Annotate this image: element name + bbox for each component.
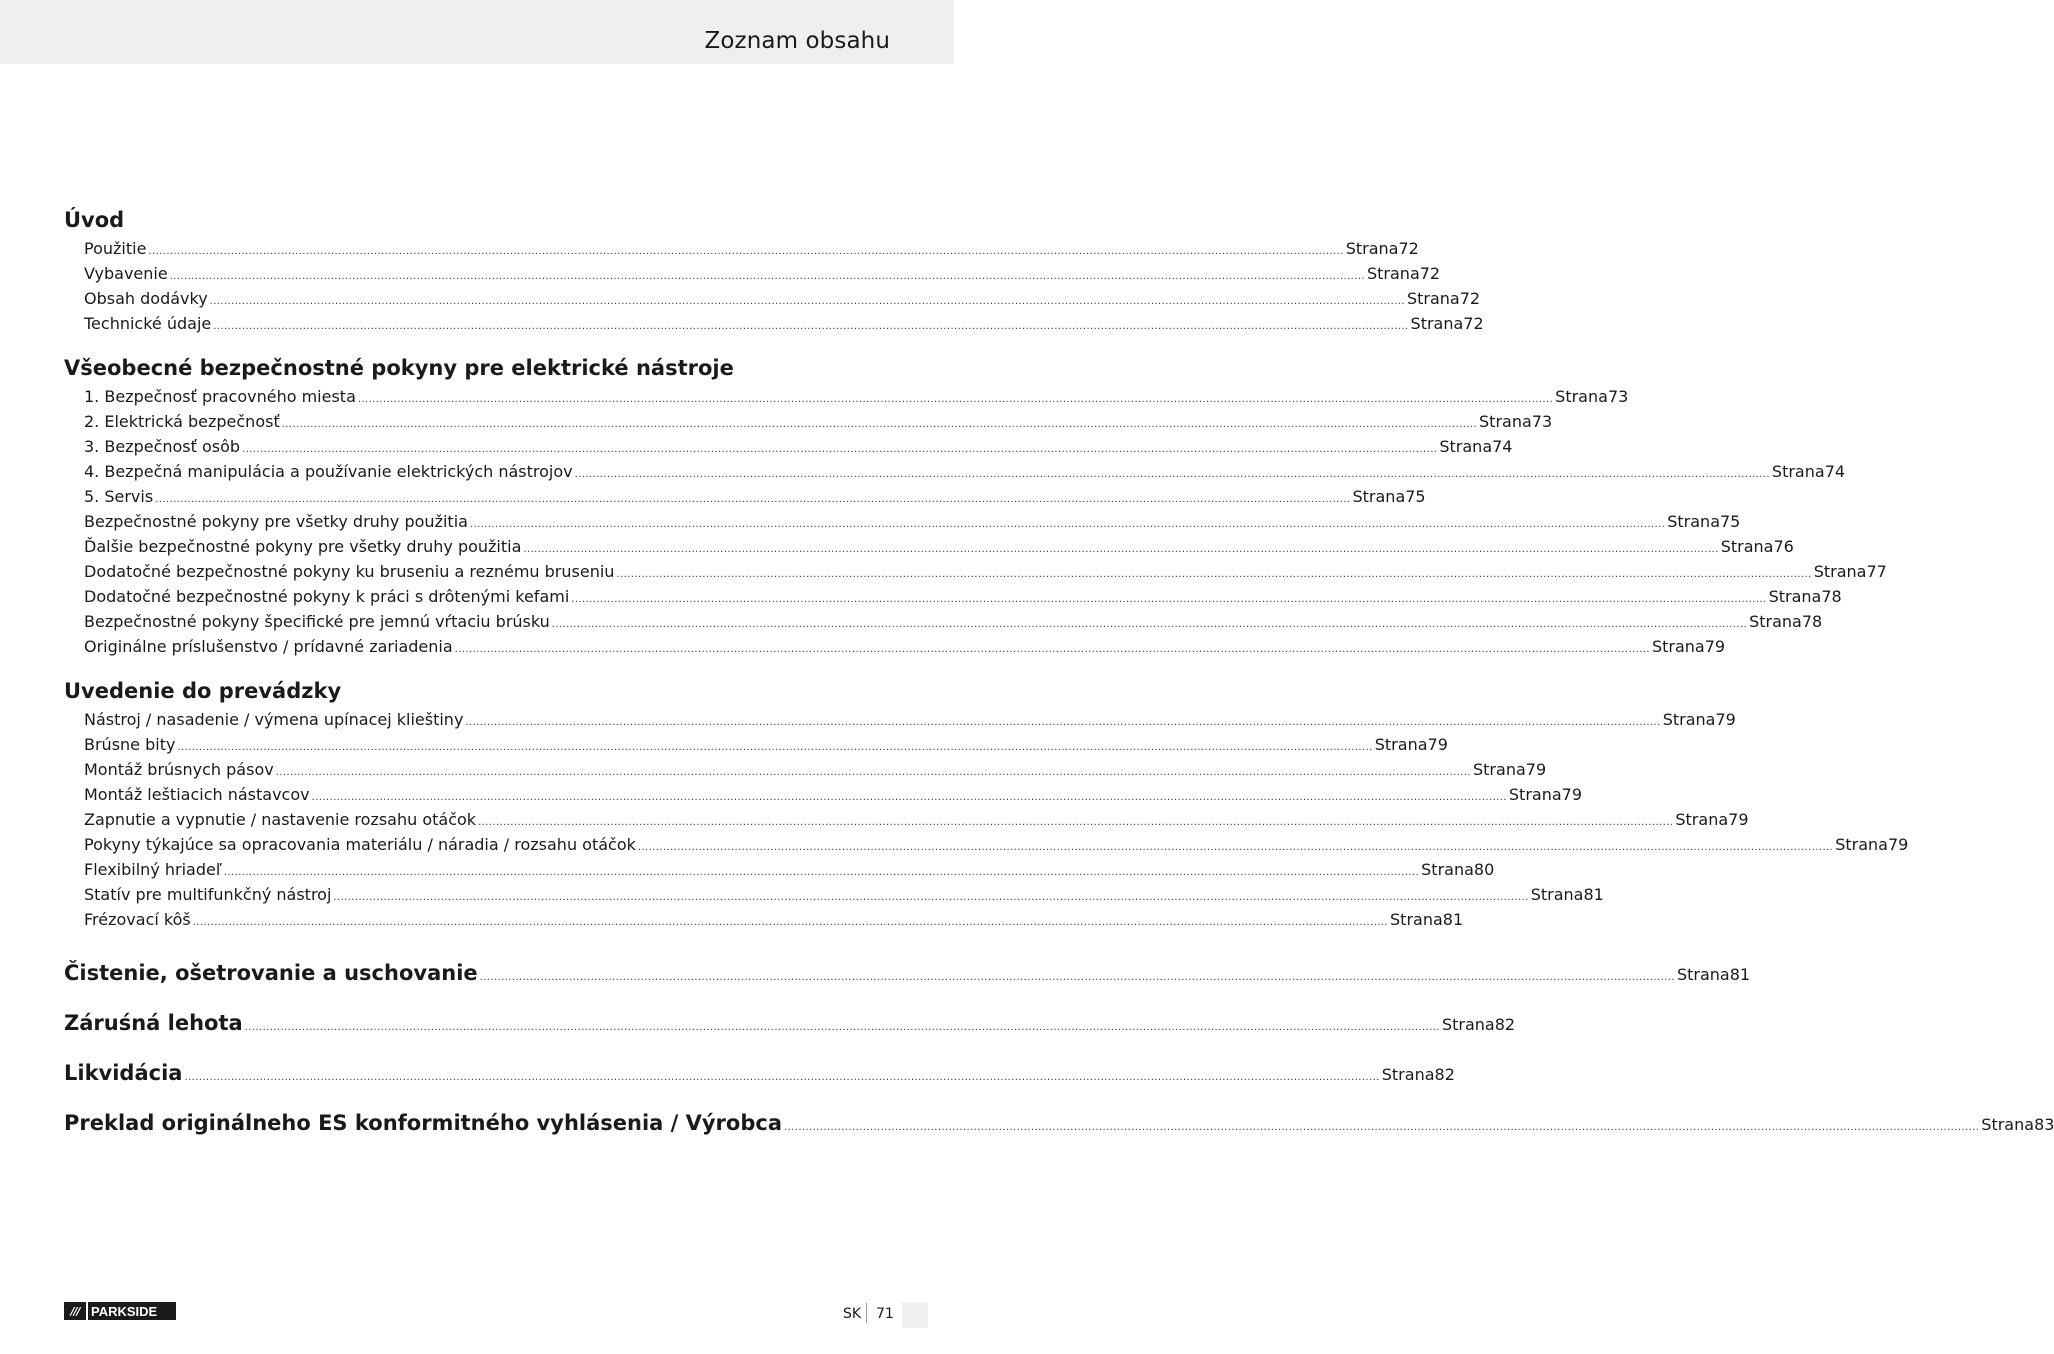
header-band (0, 0, 954, 64)
page-number: 71 (876, 1306, 894, 1322)
toc-entry[interactable]: Originálne príslušenstvo / prídavné zariadenia .............................................................................................................................................................................................................................................................................................................................................. Strana 79 (84, 637, 1726, 656)
toc-entry[interactable]: Montáž brúsnych pásov .............................................................................................................................................................................................................................................................................................................................................. Strana 79 (84, 760, 1547, 779)
toc-entry[interactable]: Pokyny týkajúce sa opracovania materiálu / náradia / rozsahu otáčok .............................................................................................................................................................................................................................................................................................................................................. Strana 79 (84, 835, 1909, 854)
parkside-logo (64, 1302, 176, 1320)
footer-divider (866, 1303, 867, 1323)
toc-entry[interactable]: 4. Bezpečná manipulácia a používanie elektrických nástrojov .............................................................................................................................................................................................................................................................................................................................................. Strana 74 (84, 462, 1846, 481)
footer-tab-marker (902, 1302, 928, 1328)
toc-entry[interactable]: Technické údaje .............................................................................................................................................................................................................................................................................................................................................. Strana 72 (84, 314, 1484, 333)
toc-entry[interactable]: Statív pre multifunkčný nástroj .............................................................................................................................................................................................................................................................................................................................................. Strana 81 (84, 885, 1604, 904)
toc-entry[interactable]: Flexibilný hriadeľ .............................................................................................................................................................................................................................................................................................................................................. Strana 80 (84, 860, 1495, 879)
toc-entry[interactable]: Frézovací kôš .............................................................................................................................................................................................................................................................................................................................................. Strana 81 (84, 910, 1464, 929)
toc-entry[interactable]: Bezpečnostné pokyny špecifické pre jemnú vŕtaciu brúsku .............................................................................................................................................................................................................................................................................................................................................. Strana 78 (84, 612, 1823, 631)
toc-entry[interactable]: Dodatočné bezpečnostné pokyny ku bruseniu a reznému bruseniu .............................................................................................................................................................................................................................................................................................................................................. Strana 77 (84, 562, 1887, 581)
toc-entry[interactable]: 1. Bezpečnosť pracovného miesta .............................................................................................................................................................................................................................................................................................................................................. Strana 73 (84, 387, 1629, 406)
toc-entry[interactable]: Použitie .............................................................................................................................................................................................................................................................................................................................................. Strana 72 (84, 239, 1419, 258)
toc-solo-entry[interactable]: Záruśná lehota .............................................................................................................................................................................................................................................................................................................................................. Strana 82 (64, 1011, 1516, 1035)
toc-section-startup (64, 675, 1909, 932)
section-title: Uvedenie do prevádzky (64, 679, 342, 703)
toc-entry[interactable]: Bezpečnostné pokyny pre všetky druhy použitia .............................................................................................................................................................................................................................................................................................................................................. Strana 75 (84, 512, 1741, 531)
logo-stripes-icon: /// (64, 1302, 86, 1320)
logo-brand-text: PARKSIDE (86, 1302, 176, 1320)
toc-solo-entry[interactable]: Likvidácia .............................................................................................................................................................................................................................................................................................................................................. Strana 82 (64, 1061, 1455, 1085)
toc-entry[interactable]: Brúsne bity .............................................................................................................................................................................................................................................................................................................................................. Strana 79 (84, 735, 1448, 754)
section-title: Úvod (64, 208, 125, 232)
table-of-contents (64, 204, 2054, 1148)
toc-entry[interactable]: Obsah dodávky .............................................................................................................................................................................................................................................................................................................................................. Strana 72 (84, 289, 1481, 308)
language-code: SK (843, 1306, 862, 1322)
toc-entry[interactable]: Dodatočné bezpečnostné pokyny k práci s drôtenými kefami .............................................................................................................................................................................................................................................................................................................................................. Strana 78 (84, 587, 1842, 606)
toc-solo-entry[interactable]: Čistenie, ošetrovanie a uschovanie .............................................................................................................................................................................................................................................................................................................................................. Strana 81 (64, 961, 1751, 985)
toc-entry[interactable]: 5. Servis .............................................................................................................................................................................................................................................................................................................................................. Strana 75 (84, 487, 1426, 506)
toc-entry[interactable]: Montáž leštiacich nástavcov .............................................................................................................................................................................................................................................................................................................................................. Strana 79 (84, 785, 1583, 804)
page-title: Zoznam obsahu (704, 28, 890, 54)
toc-entry[interactable]: Nástroj / nasadenie / výmena upínacej klieštiny .............................................................................................................................................................................................................................................................................................................................................. Strana 79 (84, 710, 1736, 729)
toc-entry[interactable]: 2. Elektrická bezpečnosť .............................................................................................................................................................................................................................................................................................................................................. Strana 73 (84, 412, 1553, 431)
toc-entry[interactable]: 3. Bezpečnosť osôb .............................................................................................................................................................................................................................................................................................................................................. Strana 74 (84, 437, 1513, 456)
toc-section-safety (64, 352, 1887, 659)
toc-entry[interactable]: Vybavenie .............................................................................................................................................................................................................................................................................................................................................. Strana 72 (84, 264, 1441, 283)
toc-entry[interactable]: Zapnutie a vypnutie / nastavenie rozsahu otáčok .............................................................................................................................................................................................................................................................................................................................................. Strana 79 (84, 810, 1749, 829)
toc-section-uvod (64, 204, 1484, 336)
toc-solo-entry[interactable]: Preklad originálneho ES konformitného vyhlásenia / Výrobca .............................................................................................................................................................................................................................................................................................................................................. Strana 83 (64, 1111, 2054, 1135)
section-title: Všeobecné bezpečnostné pokyny pre elektrické nástroje (64, 356, 734, 380)
toc-entry[interactable]: Ďalšie bezpečnostné pokyny pre všetky druhy použitia .............................................................................................................................................................................................................................................................................................................................................. Strana 76 (84, 537, 1794, 556)
